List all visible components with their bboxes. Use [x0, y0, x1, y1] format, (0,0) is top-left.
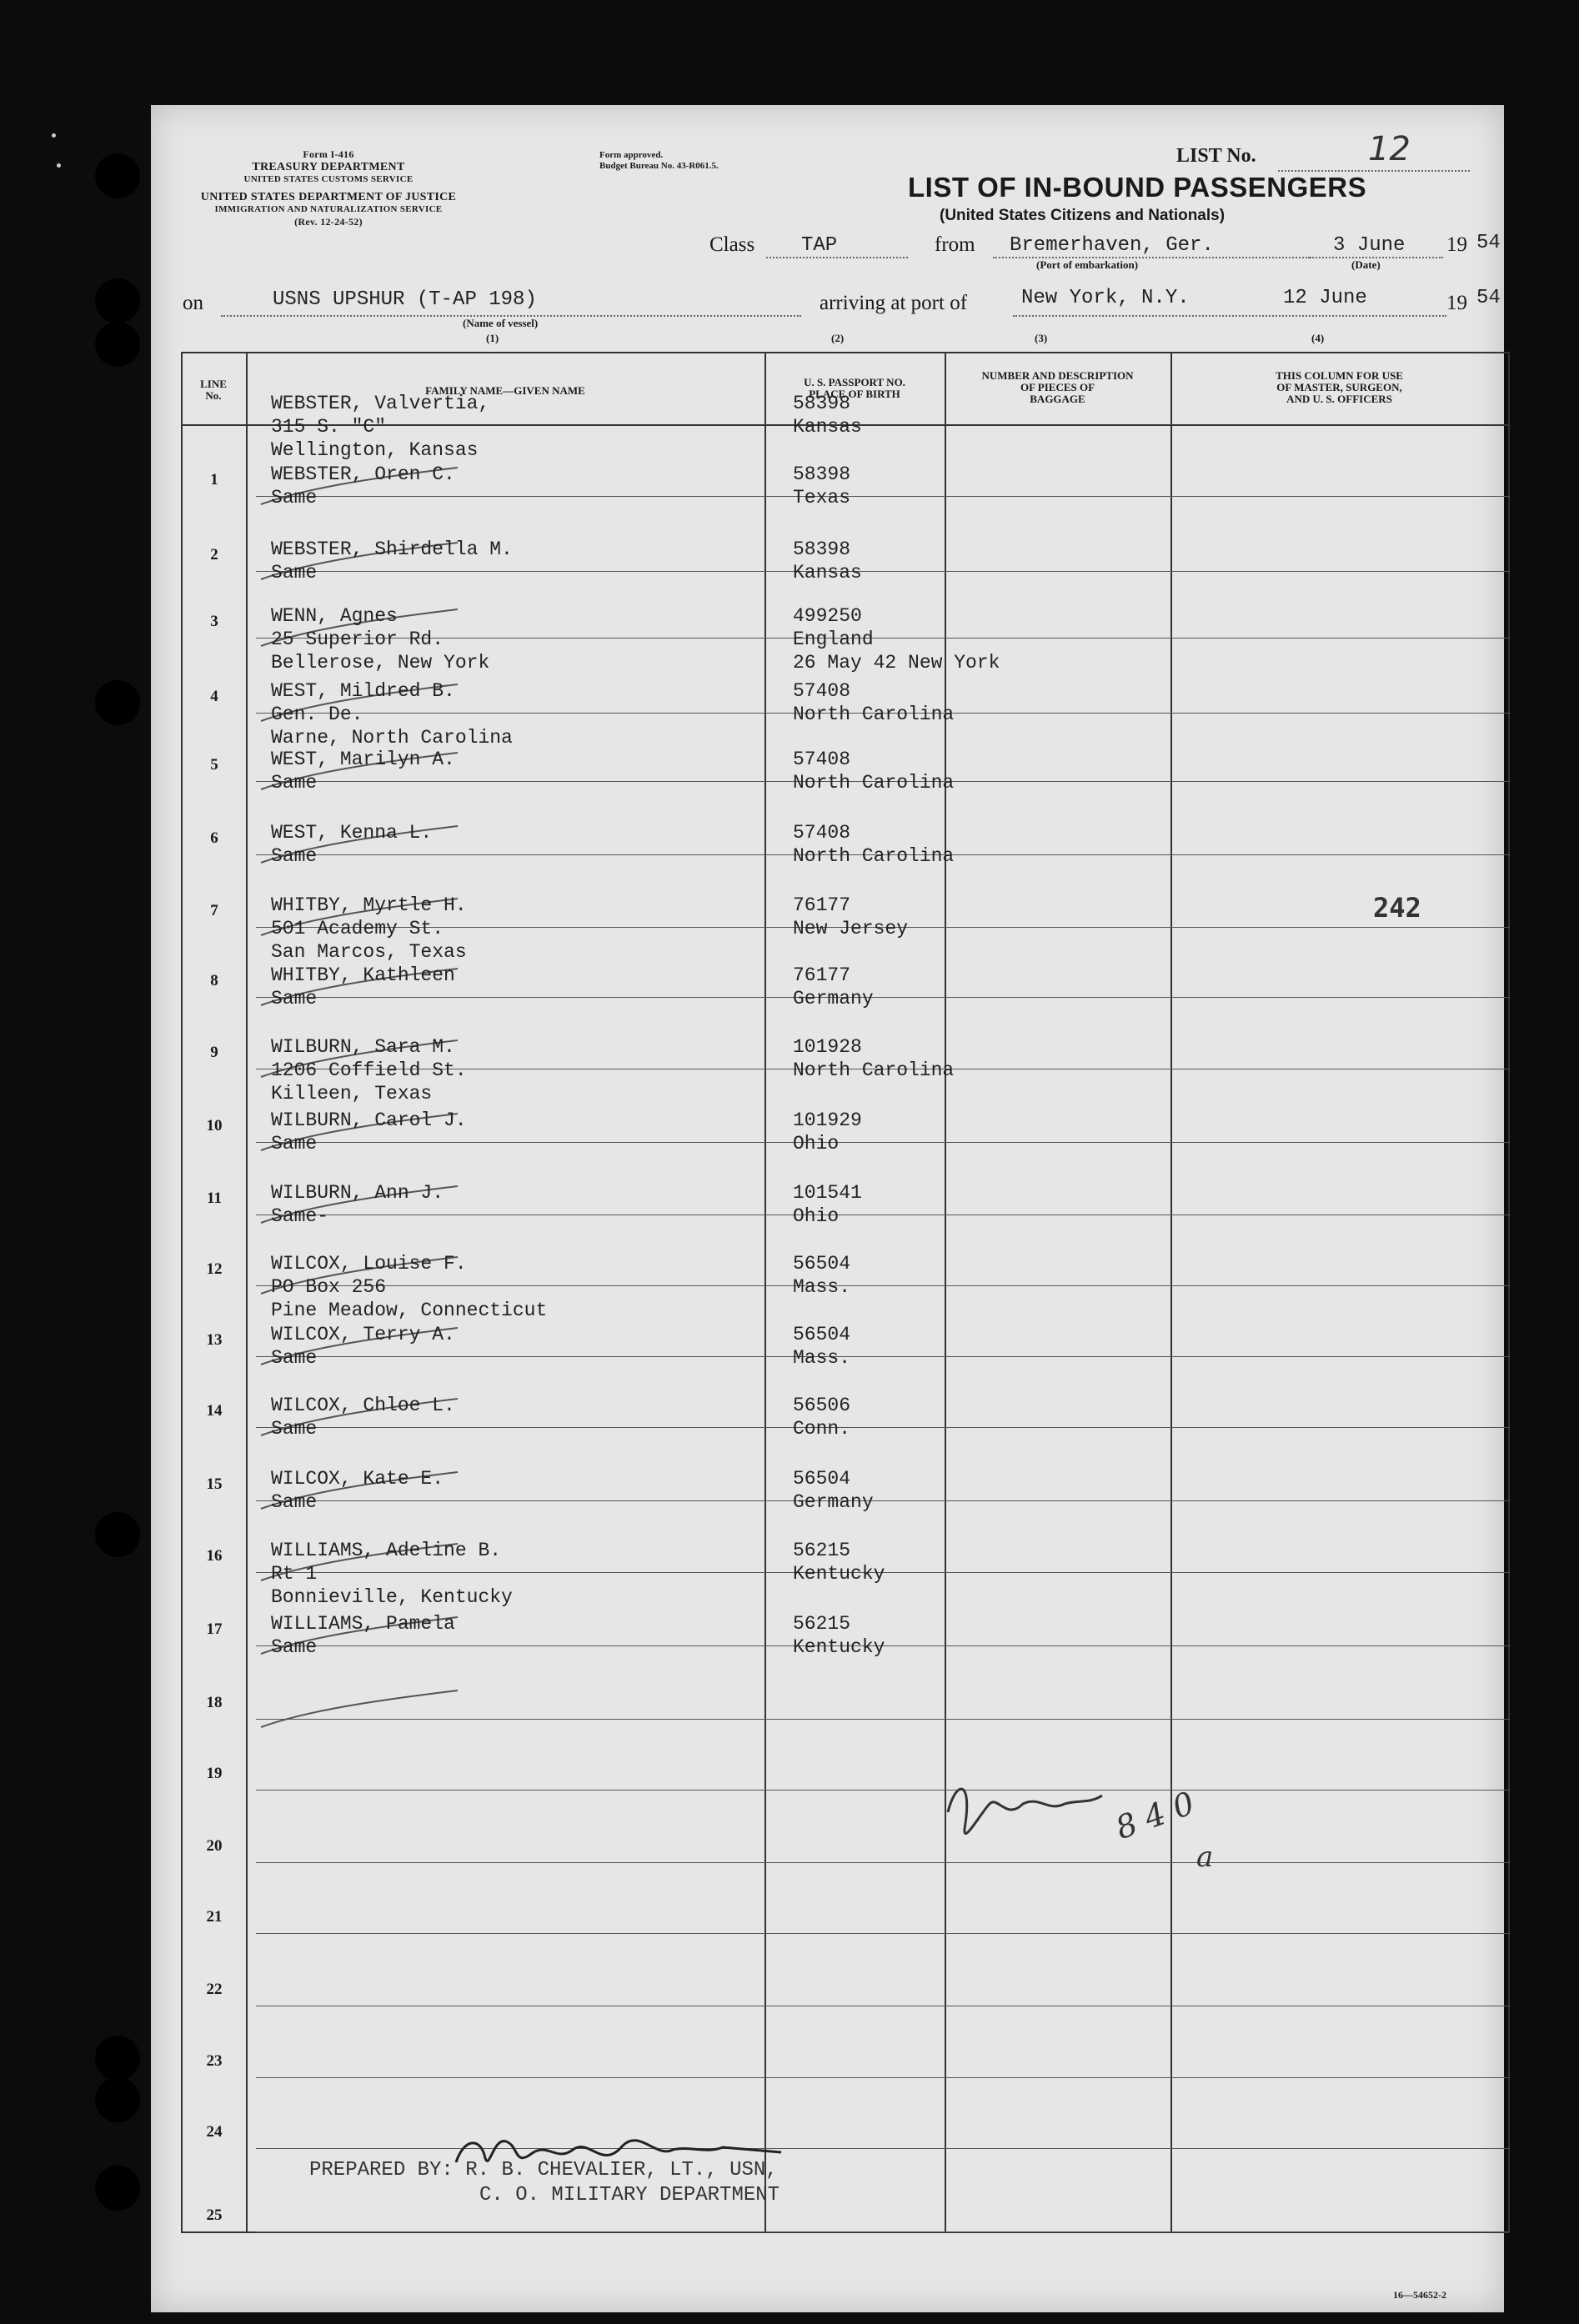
- class-line: [766, 257, 908, 258]
- row-line-number: 16: [206, 1547, 223, 1565]
- table-right-border: [1508, 352, 1510, 2233]
- row-line-number: 6: [210, 829, 218, 847]
- passport-birthplace: 56504 Mass.: [793, 1253, 851, 1298]
- passenger-name-address: WEST, Marilyn A. Same: [271, 749, 455, 794]
- column-number-3: (3): [1035, 332, 1048, 344]
- row-divider: [256, 1933, 1510, 1934]
- arrival-date: 12 June: [1283, 287, 1367, 309]
- passenger-name-address: WILLIAMS, Adeline B. Rt 1 Bonnieville, Kentucky: [271, 1540, 513, 1608]
- col-header-name: FAMILY NAME—GIVEN NAME: [425, 384, 585, 397]
- punch-hole: [95, 2077, 140, 2122]
- class-label: Class: [709, 233, 755, 256]
- row-line-number: 7: [210, 902, 218, 919]
- row-line-number: 2: [210, 546, 218, 563]
- row-line-number: 18: [206, 1694, 223, 1711]
- row-line-number: 24: [206, 2123, 223, 2141]
- passport-birthplace: 56215 Kentucky: [793, 1540, 885, 1585]
- military-department: C. O. MILITARY DEPARTMENT: [479, 2184, 780, 2206]
- row-line-number: 13: [206, 1331, 223, 1349]
- form-number: Form I-416: [303, 148, 354, 160]
- row-line-number: 19: [206, 1765, 223, 1782]
- passenger-name-address: WILBURN, Sara M. 1206 Coffield St. Killeen, Texas: [271, 1036, 467, 1104]
- col-header-officers-c: AND U. S. OFFICERS: [1286, 393, 1392, 405]
- passport-birthplace: 101541 Ohio: [793, 1182, 862, 1227]
- passenger-name-address: WEBSTER, Shirdella M. Same: [271, 538, 513, 584]
- col-header-baggage-a: NUMBER AND DESCRIPTION: [981, 369, 1134, 382]
- arrival-port-line: [1013, 315, 1446, 317]
- row-line-number: 12: [206, 1260, 223, 1278]
- column-number-4: (4): [1311, 332, 1325, 344]
- col-header-line-b: No.: [205, 389, 222, 402]
- passenger-manifest-sheet: [151, 105, 1504, 2312]
- budget-bureau: Budget Bureau No. 43-R061.5.: [599, 161, 719, 171]
- passport-birthplace: 58398 Kansas: [793, 538, 862, 584]
- form-code: 16—54652-2: [1393, 2289, 1446, 2301]
- form-approved: Form approved.: [599, 150, 664, 160]
- col-header-baggage-c: BAGGAGE: [1030, 393, 1085, 405]
- list-number-value: 12: [1368, 130, 1411, 168]
- row-line-number: 17: [206, 1620, 223, 1638]
- passenger-name-address: WEBSTER, Oren C. Same: [271, 463, 455, 508]
- vessel-name: USNS UPSHUR (T-AP 198): [273, 288, 537, 311]
- on-label: on: [183, 292, 203, 314]
- passport-birthplace: 56506 Conn.: [793, 1395, 851, 1440]
- col-header-officers: [1170, 370, 1508, 405]
- punch-hole: [95, 153, 140, 198]
- col-header-officers-b: OF MASTER, SURGEON,: [1276, 381, 1402, 393]
- passport-birthplace: 499250 England 26 May 42 New York: [793, 605, 1000, 674]
- row-divider: [256, 2148, 1510, 2149]
- row-line-number: 23: [206, 2052, 223, 2070]
- check-stroke: [258, 1685, 474, 1735]
- column-number-2: (2): [831, 332, 845, 344]
- col-header-line-no: [181, 378, 246, 402]
- passenger-name-address: WILBURN, Ann J. Same-: [271, 1182, 444, 1227]
- year2-prefix: 19: [1446, 292, 1467, 314]
- col-header-officers-a: THIS COLUMN FOR USE: [1276, 369, 1403, 382]
- row-line-number: 8: [210, 972, 218, 989]
- col-name-divider: [764, 352, 766, 2233]
- handwritten-note-sub: a: [1196, 1841, 1214, 1874]
- passenger-name-address: WILLIAMS, Pamela Same: [271, 1613, 455, 1658]
- form-header-block: [174, 148, 483, 228]
- arrival-year: 54: [1476, 287, 1501, 309]
- row-line-number: 21: [206, 1908, 223, 1926]
- passport-birthplace: 58398 Kansas: [793, 393, 862, 438]
- passenger-name-address: WEST, Kenna L. Same: [271, 822, 433, 867]
- approval-block: [599, 150, 719, 172]
- row-line-number: 15: [206, 1475, 223, 1493]
- dust-speck: [57, 163, 61, 168]
- row-line-number: 14: [206, 1402, 223, 1420]
- col-baggage-divider: [1170, 352, 1172, 2233]
- page-title: LIST OF IN-BOUND PASSENGERS: [908, 172, 1367, 203]
- row-line-number: 1: [210, 471, 218, 488]
- passenger-name-address: WILCOX, Terry A. Same: [271, 1324, 455, 1369]
- punch-hole: [95, 680, 140, 725]
- prepared-by: PREPARED BY: R. B. CHEVALIER, LT., USN,: [309, 2159, 778, 2181]
- col-header-passport-a: U. S. PASSPORT NO.: [804, 376, 905, 388]
- row-divider: [256, 2077, 1510, 2078]
- from-label: from: [935, 233, 975, 256]
- punch-hole: [95, 2166, 140, 2211]
- passport-birthplace: 101928 North Carolina: [793, 1036, 955, 1081]
- passenger-name-address: WEBSTER, Valvertia, 315 S. "C" Wellington, Kansas: [271, 393, 490, 461]
- passport-birthplace: 56504 Germany: [793, 1468, 874, 1513]
- passport-birthplace: 56215 Kentucky: [793, 1613, 885, 1658]
- passport-birthplace: 56504 Mass.: [793, 1324, 851, 1369]
- column-number-1: (1): [486, 332, 499, 344]
- arriving-label: arriving at port of: [820, 292, 968, 314]
- col-header-baggage-b: OF PIECES OF: [1020, 381, 1095, 393]
- ins-name: IMMIGRATION AND NATURALIZATION SERVICE: [214, 204, 443, 214]
- departure-date: 3 June: [1333, 234, 1406, 257]
- table-top-border: [181, 352, 1510, 353]
- punch-hole: [95, 322, 140, 367]
- passenger-name-address: WILCOX, Chloe L. Same: [271, 1395, 455, 1440]
- dust-speck: [52, 133, 56, 138]
- port-of-embarkation: Bremerhaven, Ger.: [1010, 234, 1214, 257]
- department-of-justice: UNITED STATES DEPARTMENT OF JUSTICE: [200, 191, 457, 203]
- table-left-border: [181, 352, 183, 2233]
- vessel-caption: (Name of vessel): [463, 317, 539, 329]
- list-number-label: LIST No.: [1176, 145, 1256, 167]
- punch-hole: [95, 2036, 140, 2081]
- passenger-name-address: WEST, Mildred B. Gen. De. Warne, North Carolina: [271, 680, 513, 749]
- row-line-number: 20: [206, 1837, 223, 1855]
- col-header-baggage: [945, 370, 1170, 405]
- passenger-name-address: WHITBY, Kathleen Same: [271, 964, 455, 1009]
- row-line-number: 22: [206, 1981, 223, 1998]
- passenger-name-address: WILCOX, Louise F. PO Box 256 Pine Meadow, Connecticut: [271, 1253, 548, 1321]
- passenger-name-address: WILCOX, Kate E. Same: [271, 1468, 444, 1513]
- row-line-number: 5: [210, 756, 218, 774]
- passport-birthplace: 76177 Germany: [793, 964, 874, 1009]
- col-line-divider: [246, 352, 248, 2233]
- passport-birthplace: 57408 North Carolina: [793, 680, 955, 725]
- departure-year: 54: [1476, 232, 1501, 254]
- customs-service: UNITED STATES CUSTOMS SERVICE: [243, 174, 414, 184]
- chevalier-signature: [448, 2112, 798, 2187]
- arrival-port: New York, N.Y.: [1021, 287, 1190, 309]
- row-divider: [256, 1790, 1510, 1791]
- row-divider: [256, 2231, 1510, 2232]
- row-line-number: 3: [210, 613, 218, 630]
- passport-birthplace: 101929 Ohio: [793, 1109, 862, 1154]
- handwritten-note: 8 4 0: [1110, 1784, 1200, 1847]
- row-line-number: 11: [207, 1190, 222, 1207]
- date-caption: (Date): [1351, 258, 1381, 271]
- passport-birthplace: 57408 North Carolina: [793, 822, 955, 867]
- officer-stamp-number: 242: [1373, 892, 1421, 924]
- port-embarkation-caption: (Port of embarkation): [1036, 258, 1139, 271]
- class-value: TAP: [801, 234, 838, 257]
- revision: (Rev. 12-24-52): [294, 216, 363, 228]
- passport-birthplace: 58398 Texas: [793, 463, 851, 508]
- row-line-number: 10: [206, 1117, 223, 1134]
- punch-hole: [95, 278, 140, 323]
- treasury-department: TREASURY DEPARTMENT: [252, 161, 405, 173]
- row-line-number: 25: [206, 2206, 223, 2224]
- passenger-name-address: WENN, Agnes 25 Superior Rd. Bellerose, New York: [271, 605, 490, 674]
- inspector-initials-signature: [931, 1762, 1131, 1862]
- passport-birthplace: 57408 North Carolina: [793, 749, 955, 794]
- passport-birthplace: 76177 New Jersey: [793, 894, 909, 939]
- passenger-name-address: WHITBY, Myrtle H. 501 Academy St. San Marcos, Texas: [271, 894, 467, 963]
- year1-prefix: 19: [1446, 233, 1467, 256]
- passenger-table: [181, 352, 1510, 2233]
- row-line-number: 9: [210, 1044, 218, 1061]
- punch-hole: [95, 1512, 140, 1557]
- passenger-name-address: WILBURN, Carol J. Same: [271, 1109, 467, 1154]
- row-divider: [256, 1862, 1510, 1863]
- page-subtitle: (United States Citizens and Nationals): [940, 207, 1226, 224]
- row-line-number: 4: [210, 688, 218, 705]
- col-header-line-a: LINE: [200, 378, 227, 390]
- col-header-passport-b: PLACE OF BIRTH: [809, 388, 900, 400]
